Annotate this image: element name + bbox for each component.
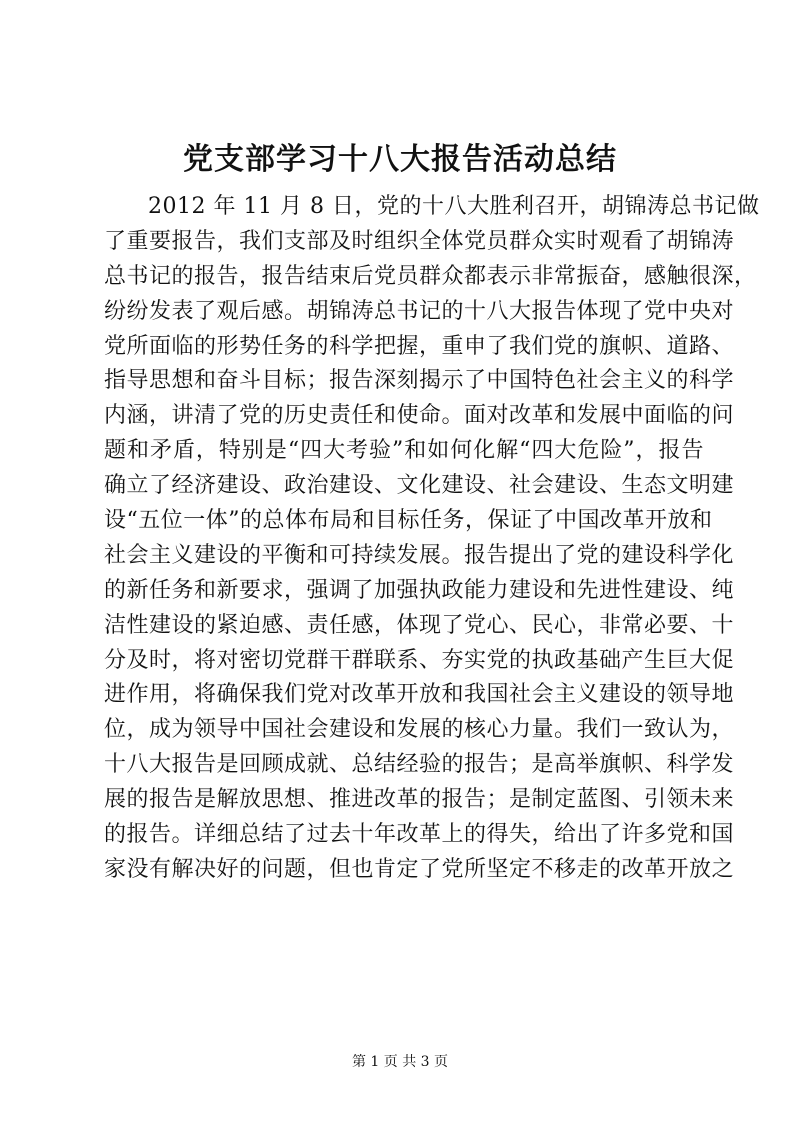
body-line: 洁性建设的紧迫感、责任感，体现了党心、民心，非常必要、十: [104, 612, 735, 638]
body-line: 了重要报告，我们支部及时组织全体党员群众实时观看了胡锦涛: [104, 228, 735, 254]
body-line: 指导思想和奋斗目标；报告深刻揭示了中国特色社会主义的科学: [104, 368, 735, 394]
body-line: 社会主义建设的平衡和可持续发展。报告提出了党的建设科学化: [104, 542, 735, 568]
body-line: 设“五位一体”的总体布局和目标任务，保证了中国改革开放和: [104, 508, 713, 534]
page-number-footer: 第 1 页 共 3 页: [351, 1054, 449, 1070]
document-title: 党支部学习十八大报告活动总结: [183, 142, 617, 177]
body-line: 位，成为领导中国社会建设和发展的核心力量。我们一致认为，: [104, 717, 735, 743]
body-line: 题和矛盾，特别是“四大考验”和如何化解“四大危险”，报告: [104, 438, 704, 464]
body-line: 2012 年 11 月 8 日，党的十八大胜利召开，胡锦涛总书记做: [148, 194, 760, 219]
body-line: 总书记的报告，报告结束后党员群众都表示非常振奋，感触很深，: [104, 263, 757, 289]
body-line: 分及时，将对密切党群干群联系、夯实党的执政基础产生巨大促: [104, 647, 735, 673]
body-line: 展的报告是解放思想、推进改革的报告；是制定蓝图、引领未来: [104, 787, 735, 813]
body-line: 十八大报告是回顾成就、总结经验的报告；是高举旗帜、科学发: [104, 752, 735, 778]
body-line: 内涵，讲清了党的历史责任和使命。面对改革和发展中面临的问: [104, 403, 735, 429]
body-line: 确立了经济建设、政治建设、文化建设、社会建设、生态文明建: [104, 473, 735, 499]
body-line: 的新任务和新要求，强调了加强执政能力建设和先进性建设、纯: [104, 577, 735, 603]
document-body: [104, 190, 760, 888]
body-line: 纷纷发表了观后感。胡锦涛总书记的十八大报告体现了党中央对: [104, 298, 735, 324]
body-line: 的报告。详细总结了过去十年改革上的得失，给出了许多党和国: [104, 822, 735, 848]
body-line: 党所面临的形势任务的科学把握，重申了我们党的旗帜、道路、: [104, 333, 735, 359]
body-line: 进作用，将确保我们党对改革开放和我国社会主义建设的领导地: [104, 682, 735, 708]
body-line: 家没有解决好的问题，但也肯定了党所坚定不移走的改革开放之: [104, 856, 735, 882]
